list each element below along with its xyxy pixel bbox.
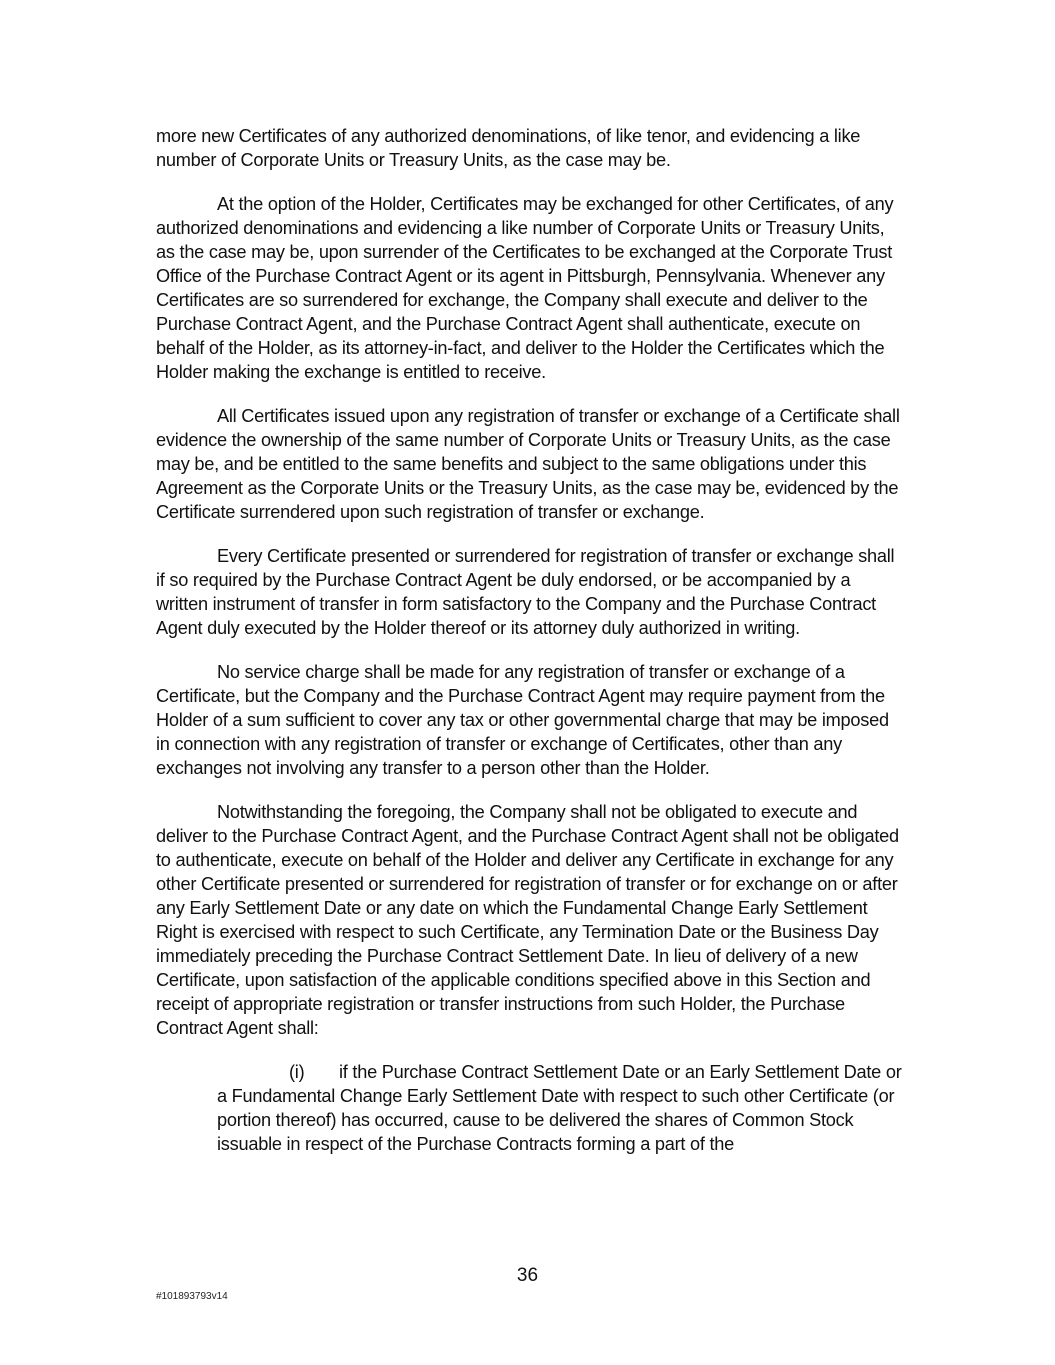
paragraph-continuation: more new Certificates of any authorized denominations, of like tenor, and evidencing a like number of Corporate Units or Treasury Units, as the case may be. bbox=[156, 126, 861, 170]
paragraph-service-charge: No service charge shall be made for any registration of transfer or exchange of a Certificate, but the Company and the Purchase Contract Agent may require payment from the Holder of a sum sufficient to cover any tax or other governmental charge that may be imposed in connection with any registration of transfer or exchange of Certificates, other than any exchanges not involving any transfer to a person other than the Holder. bbox=[156, 662, 889, 778]
paragraph-exchange-option: At the option of the Holder, Certificates may be exchanged for other Certificates, of any authorized denominations and evidencing a like number of Corporate Units or Treasury Units, as the case may be, upon surrender of the Certificates to be exchanged at the Corporate Trust Office of the Purchase Contract Agent or its agent in Pittsburgh, Pennsylvania. Whenever any Certificates are so surrendered for exchange, the Company shall execute and deliver to the Purchase Contract Agent, and the Purchase Contract Agent shall authenticate, execute on behalf of the Holder, as its attorney-in-fact, and deliver to the Holder the Certificates which the Holder making the exchange is entitled to receive. bbox=[156, 194, 894, 382]
paragraph-endorsement: Every Certificate presented or surrendered for registration of transfer or exchange shall if so required by the Purchase Contract Agent be duly endorsed, or be accompanied by a written instrument of transfer in form satisfactory to the Company and the Purchase Contract Agent duly executed by the Holder thereof or its attorney duly authorized in writing. bbox=[156, 546, 895, 638]
paragraph-notwithstanding: Notwithstanding the foregoing, the Company shall not be obligated to execute and deliver to the Purchase Contract Agent, and the Purchase Contract Agent shall not be obligated to authenticate, execute on behalf of the Holder and deliver any Certificate in exchange for any other Certificate presented or surrendered for registration of transfer or for exchange on or after any Early Settlement Date or any date on which the Fundamental Change Early Settlement Right is exercised with respect to such Certificate, any Termination Date or the Business Day immediately preceding the Purchase Contract Settlement Date. In lieu of delivery of a new Certificate, upon satisfaction of the applicable conditions specified above in this Section and receipt of appropriate registration or transfer instructions from such Holder, the Purchase Contract Agent shall: bbox=[156, 802, 899, 1038]
document-body bbox=[156, 124, 906, 1156]
paragraph-certificates-issued: All Certificates issued upon any registration of transfer or exchange of a Certificate shall evidence the ownership of the same number of Corporate Units or Treasury Units, as the case may be, and be entitled to the same benefits and subject to the same obligations under this Agreement as the Corporate Units or the Treasury Units, as the case may be, evidenced by the Certificate surrendered upon such registration of transfer or exchange. bbox=[156, 406, 900, 522]
list-item-number: (i) bbox=[289, 1062, 305, 1082]
list-item-i bbox=[217, 1060, 907, 1156]
page-number: 36 bbox=[516, 1265, 539, 1286]
list-item-text: if the Purchase Contract Settlement Date or an Early Settlement Date or a Fundamental Change Early Settlement Date with respect to such other Certificate (or portion thereof) has occurred, cause to be delivered the shares of Common Stock issuable in respect of the Purchase Contracts forming a part of the bbox=[217, 1062, 902, 1154]
document-id: #101893793v14 bbox=[156, 1291, 228, 1302]
